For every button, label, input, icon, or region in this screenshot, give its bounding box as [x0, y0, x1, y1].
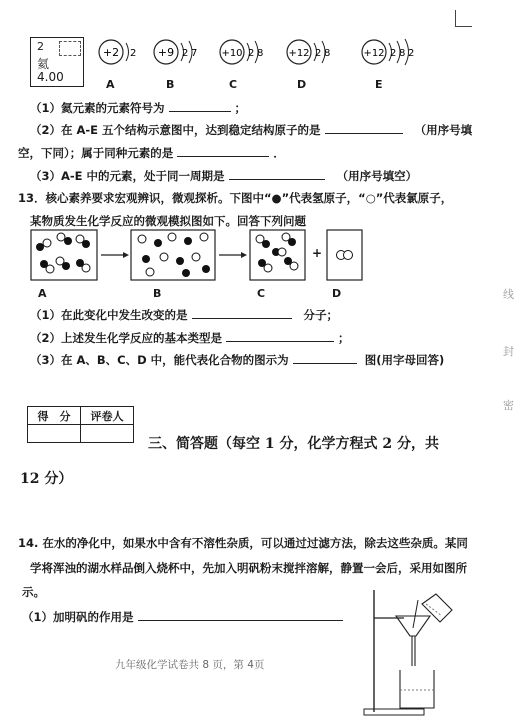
side-mark-3: 密: [503, 399, 514, 412]
q12-p1-text: （1）氦元素的元素符号为: [30, 101, 165, 115]
q14-line2: 学将浑浊的湖水样品倒入烧杯中，先加入明矾粉末搅拌溶解，静置一会后，采用如图所: [30, 561, 467, 575]
nucleus-d: +12: [288, 48, 310, 59]
section3-title: 三、简答题（每空 1 分，化学方程式 2 分，共: [148, 436, 439, 452]
q14-q1-blank[interactable]: [138, 609, 343, 621]
element-number: 2: [37, 40, 44, 53]
q13-q3-blank[interactable]: [293, 352, 357, 364]
atom-label-e: E: [375, 78, 383, 91]
side-mark-2: 封: [503, 345, 514, 358]
q12-part3: [30, 168, 417, 184]
q14-line1: 14. 在水的净化中，如果水中含有不溶性杂质，可以通过过滤方法，除去这些杂质。某同: [18, 536, 468, 550]
shell-d-2: 8: [324, 48, 331, 59]
nucleus-c: +10: [221, 48, 243, 59]
q13-q1-blank[interactable]: [192, 307, 292, 319]
atom-e: [362, 39, 414, 65]
shell-a-1: 2: [130, 48, 137, 59]
q13-q1-end: 分子；: [303, 308, 339, 322]
q12-p2b-end: ．: [273, 146, 285, 160]
q12-p1-blank[interactable]: [169, 100, 231, 112]
q12-p1-end: ；: [234, 101, 247, 115]
q12-p3-end: （用序号填空）: [336, 169, 418, 183]
q13-intro-line1: 13．核心素养要求宏观辨识，微观探析。下图中“●”代表氢原子，“○”代表氯原子，: [18, 191, 453, 205]
q13-part3: [30, 352, 444, 368]
shell-e-1: 2: [390, 48, 397, 59]
shell-c-1: 2: [248, 48, 255, 59]
box-c-molecules: [256, 233, 298, 272]
q13-q3-text: （3）在 A、B、C、D 中，能代表化合物的图示为: [30, 353, 289, 367]
q13-part1: [30, 307, 338, 323]
corner-mark: [455, 10, 472, 27]
nucleus-b: +9: [157, 46, 175, 59]
shell-e-2: 8: [399, 48, 406, 59]
atom-diagrams: [0, 30, 525, 80]
diagram-label-a: A: [38, 287, 47, 300]
q12-part1: [30, 100, 246, 116]
q14-line3: 示。: [22, 585, 45, 599]
shell-e-3: 2: [408, 48, 415, 59]
nucleus-e: +12: [363, 48, 385, 59]
shell-c-2: 8: [257, 48, 264, 59]
grader-header: 评卷人: [81, 407, 134, 425]
q12-p3-blank[interactable]: [229, 168, 325, 180]
atom-d: [287, 40, 330, 64]
q13-q2-blank[interactable]: [226, 330, 334, 342]
atom-label-c: C: [229, 78, 238, 91]
q12-p2b-blank[interactable]: [177, 145, 269, 157]
molecule-diagram: [0, 225, 525, 287]
element-name: 氦: [37, 57, 50, 71]
shell-b-1: 2: [182, 48, 189, 59]
score-cell[interactable]: [28, 425, 81, 443]
shell-b-2: 7: [191, 48, 198, 59]
score-table: [27, 406, 134, 443]
atom-label-a: A: [106, 78, 115, 91]
diagram-label-c: C: [257, 287, 266, 300]
q13-q2-end: ；: [338, 331, 350, 345]
q12-part2b: [18, 145, 285, 161]
atom-c: [220, 40, 263, 64]
q14-q1-text: （1）加明矾的作用是: [22, 610, 134, 624]
q13-intro-line2: 某物质发生化学反应的微观模拟图如下。回答下列问题: [30, 214, 306, 228]
q13-q2-text: （2）上述发生化学反应的基本类型是: [30, 331, 222, 345]
box-a-molecules: [36, 233, 90, 273]
score-header: 得 分: [28, 407, 81, 425]
plus-sign: +: [312, 246, 323, 260]
q12-p3-text: （3）A-E 中的元素，处于同一周期是: [30, 169, 225, 183]
diagram-label-d: D: [332, 287, 342, 300]
section3-title-end: 12 分）: [20, 471, 73, 487]
atom-label-b: B: [166, 78, 175, 91]
q13-q3-end: 图(用字母回答): [364, 353, 445, 367]
grader-cell[interactable]: [81, 425, 134, 443]
side-mark-1: 线: [503, 288, 514, 301]
diagram-label-b: B: [153, 287, 162, 300]
box-b-atoms: [138, 233, 210, 277]
q12-p2b-text: 空，下同）；属于同种元素的是: [18, 146, 174, 160]
q12-p2-blank[interactable]: [325, 122, 403, 134]
q12-p2-end: （用序号填: [414, 123, 473, 137]
atom-a: [99, 40, 136, 64]
element-mass: 4.00: [37, 70, 64, 84]
shell-d-1: 2: [315, 48, 322, 59]
nucleus-a: +2: [102, 46, 120, 59]
filtration-apparatus: [360, 590, 470, 717]
q12-part2: [30, 122, 472, 138]
q12-p2-text: （2）在 A-E 五个结构示意图中，达到稳定结构原子的是: [30, 123, 321, 137]
box-d-molecule: [337, 251, 353, 260]
q13-q1-text: （1）在此变化中发生改变的是: [30, 308, 188, 322]
q13-part2: [30, 330, 350, 346]
page-footer: 九年级化学试卷共 8 页，第 4页: [115, 659, 265, 671]
q14-part1: [22, 609, 343, 625]
atom-b: [154, 40, 197, 64]
atom-label-d: D: [297, 78, 307, 91]
